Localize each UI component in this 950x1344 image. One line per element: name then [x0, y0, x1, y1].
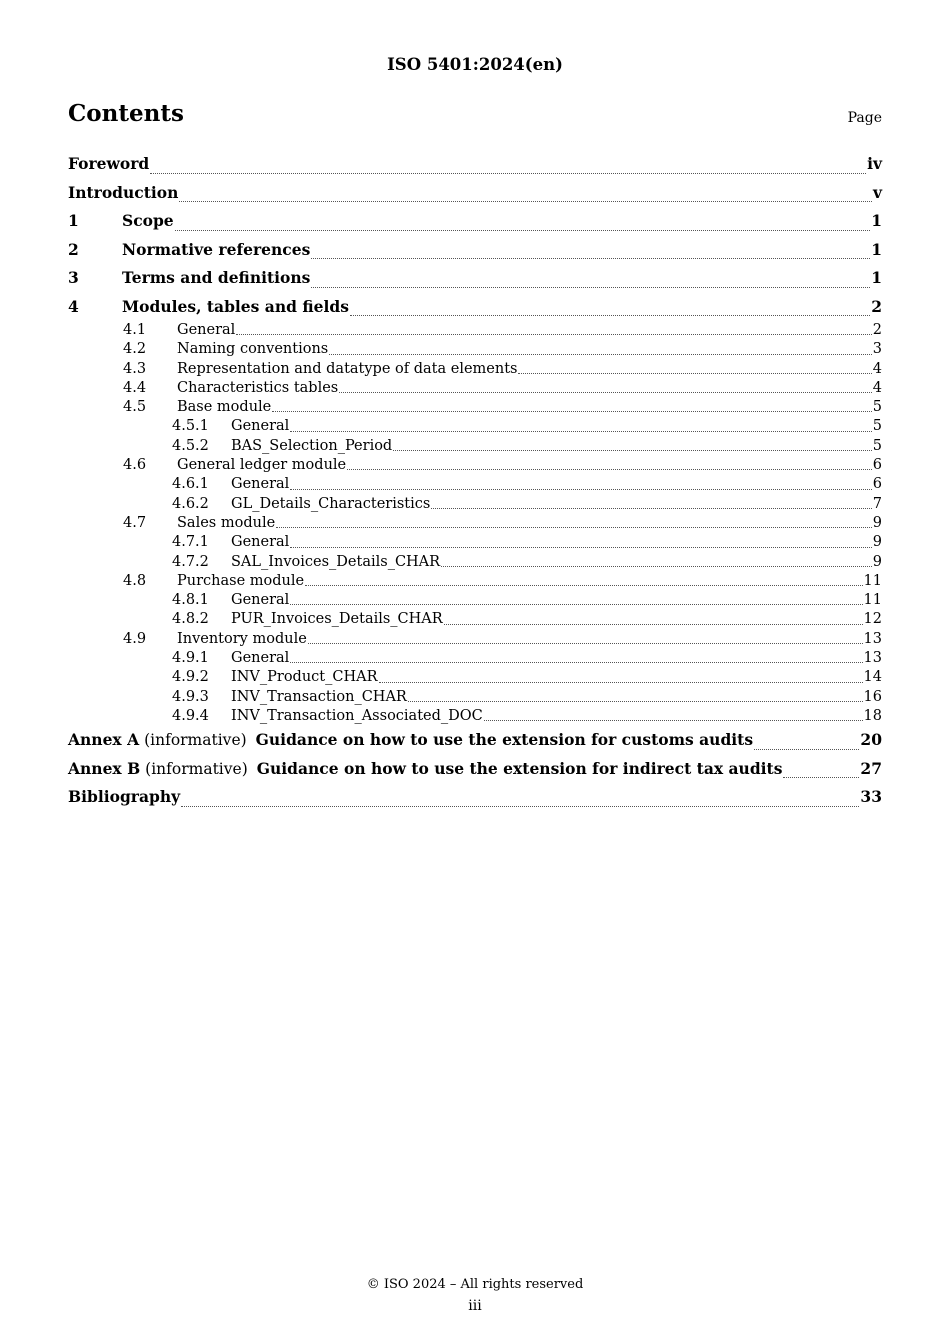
toc-entry[interactable] [68, 207, 882, 236]
dot-leader [408, 688, 863, 707]
toc-entry-title: Naming conventions [177, 341, 329, 358]
toc-entry-page: 18 [863, 707, 882, 724]
toc-entry-page: v [872, 182, 882, 202]
toc-entry[interactable] [68, 533, 882, 552]
toc-entry-page: 1 [871, 211, 882, 230]
toc-entry-number: 4.1 [123, 322, 147, 338]
toc-entry-number: 3 [68, 268, 79, 287]
toc-entry-page: 9 [872, 553, 882, 570]
dot-leader [431, 495, 871, 514]
toc-entry[interactable] [68, 591, 882, 610]
page-column-label: Page [847, 110, 882, 126]
copyright-footer: © ISO 2024 – All rights reserved [366, 1277, 584, 1292]
toc-entry-page: 3 [872, 341, 882, 358]
dot-leader [290, 533, 871, 552]
toc-entry-number: 4.6.1 [172, 476, 209, 493]
toc-entry-number: 4.9.2 [172, 669, 209, 686]
annex-page: 20 [860, 730, 882, 750]
toc-entry-page: 11 [863, 572, 882, 589]
dot-leader [276, 514, 872, 533]
toc-entry-number: 1 [68, 211, 79, 230]
dot-leader [236, 321, 871, 340]
annex-type: (informative) [145, 759, 248, 778]
bibliography-page: 33 [860, 787, 882, 807]
dot-leader [305, 572, 862, 591]
toc-entry[interactable] [68, 553, 882, 572]
toc-entry[interactable] [68, 236, 882, 265]
toc-entry-title: Foreword [68, 154, 150, 173]
dot-leader [179, 179, 872, 208]
toc-entry-title: Purchase module [177, 572, 305, 589]
toc-entry-title: Characteristics tables [177, 379, 339, 396]
toc-entry-title: Inventory module [177, 630, 307, 647]
dot-leader [272, 398, 872, 417]
dot-leader [350, 293, 870, 322]
toc-entry-title: INV_Transaction_Associated_DOC [231, 707, 483, 724]
toc-entry-page: 5 [872, 418, 882, 435]
toc-entry[interactable] [68, 572, 882, 591]
contents-title: Contents [68, 100, 184, 127]
toc-entry[interactable] [68, 417, 882, 436]
dot-leader [379, 668, 863, 687]
toc-entry-title: Normative references [122, 239, 311, 259]
dot-leader [290, 417, 871, 436]
toc-entry-title: SAL_Invoices_Details_CHAR [231, 553, 441, 570]
page-number: iii [468, 1298, 482, 1314]
dot-leader [329, 340, 872, 359]
dot-leader [311, 264, 870, 293]
toc-entry-number: 4.8.1 [172, 592, 209, 609]
toc-entry-title: General [177, 322, 236, 338]
toc-entry-number: 4.2 [123, 341, 147, 358]
toc-entry-title: Modules, tables and fields [122, 296, 349, 316]
toc-entry-title: Sales module [177, 514, 276, 531]
toc-entry[interactable] [68, 630, 882, 649]
annex-label: Annex A [68, 730, 140, 750]
toc-entry-page: 6 [872, 476, 882, 493]
toc-entry-number: 4.7.2 [172, 553, 209, 570]
toc-entry-title: Terms and definitions [122, 268, 311, 287]
toc-entry-page: 2 [872, 322, 882, 338]
toc-entry-page: iv [867, 154, 882, 173]
toc-entry[interactable] [68, 456, 882, 475]
toc-entry-page: 11 [863, 592, 882, 609]
toc-entry-page: 4 [872, 379, 882, 396]
toc-entry-page: 5 [872, 437, 882, 454]
toc-entry[interactable] [68, 340, 882, 359]
toc-entry-number: 4.8 [123, 572, 147, 589]
dot-leader [441, 553, 872, 572]
toc-entry[interactable] [68, 707, 882, 726]
toc-entry-title: INV_Transaction_CHAR [231, 688, 407, 705]
toc-entry-title: Introduction [68, 182, 179, 202]
dot-leader [290, 591, 862, 610]
dot-leader [311, 236, 870, 265]
toc-entry-number: 2 [68, 239, 79, 259]
annex-page: 27 [860, 758, 882, 778]
dot-leader [150, 150, 866, 179]
table-of-contents [68, 150, 882, 812]
toc-entry-page: 13 [863, 650, 882, 667]
toc-entry[interactable] [68, 668, 882, 687]
toc-entry-title: Base module [177, 399, 272, 416]
toc-entry[interactable] [68, 321, 882, 340]
toc-entry-page: 1 [871, 239, 882, 259]
toc-entry-page: 6 [872, 457, 882, 474]
toc-entry-number: 4.3 [123, 360, 147, 377]
toc-entry-page: 12 [863, 611, 882, 628]
toc-entry-page: 9 [872, 534, 882, 551]
toc-bibliography-entry[interactable] [68, 783, 882, 812]
toc-entry-title: General [231, 592, 290, 609]
toc-entry-number: 4.6 [123, 457, 147, 474]
toc-entry-number: 4.4 [123, 379, 147, 396]
toc-annex-entry[interactable] [68, 755, 882, 784]
toc-entry[interactable] [68, 475, 882, 494]
toc-entry-page: 13 [863, 630, 882, 647]
toc-entry[interactable] [68, 514, 882, 533]
toc-entry[interactable] [68, 360, 882, 379]
toc-entry-title: General [231, 418, 290, 435]
toc-annex-entry[interactable] [68, 726, 882, 755]
toc-entry[interactable] [68, 649, 882, 668]
toc-entry-title: Scope [122, 211, 174, 230]
annex-title: Guidance on how to use the extension for customs audits [255, 730, 754, 750]
toc-entry[interactable] [68, 610, 882, 629]
toc-entry[interactable] [68, 264, 882, 293]
toc-entry[interactable] [68, 437, 882, 456]
toc-entry-page: 2 [871, 296, 882, 316]
toc-entry-title: PUR_Invoices_Details_CHAR [231, 611, 443, 628]
toc-entry-title: General [231, 534, 290, 551]
toc-entry-title: General ledger module [177, 457, 347, 474]
toc-entry-number: 4.5.2 [172, 437, 209, 454]
toc-entry[interactable] [68, 293, 882, 322]
toc-entry-number: 4 [68, 296, 79, 316]
toc-entry-number: 4.8.2 [172, 611, 209, 628]
dot-leader [308, 630, 863, 649]
annex-type: (informative) [144, 731, 247, 750]
toc-entry-page: 4 [872, 360, 882, 377]
bibliography-title: Bibliography [68, 787, 181, 807]
toc-entry-title: INV_Product_CHAR [231, 669, 378, 686]
toc-entry[interactable] [68, 398, 882, 417]
toc-entry[interactable] [68, 150, 882, 179]
toc-entry-title: GL_Details_Characteristics [231, 495, 431, 512]
toc-entry-title: General [231, 476, 290, 493]
dot-leader [444, 610, 863, 629]
annex-title: Guidance on how to use the extension for indirect tax audits [256, 758, 783, 778]
toc-entry-page: 7 [872, 495, 882, 512]
dot-leader [347, 456, 872, 475]
toc-entry-number: 4.9.4 [172, 707, 209, 724]
toc-entry-number: 4.9.1 [172, 650, 209, 667]
toc-entry-title: General [231, 650, 290, 667]
toc-entry-page: 9 [872, 514, 882, 531]
toc-entry[interactable] [68, 379, 882, 398]
toc-entry-title: BAS_Selection_Period [231, 437, 393, 454]
toc-entry-number: 4.9.3 [172, 688, 209, 705]
toc-entry-number: 4.5 [123, 399, 147, 416]
toc-entry-number: 4.5.1 [172, 418, 209, 435]
dot-leader [518, 360, 871, 379]
toc-entry-page: 14 [863, 669, 882, 686]
toc-entry[interactable] [68, 688, 882, 707]
toc-entry-number: 4.7 [123, 514, 147, 531]
document-id: ISO 5401:2024(en) [387, 55, 563, 74]
dot-leader [290, 475, 871, 494]
toc-entry[interactable] [68, 495, 882, 514]
annex-label: Annex B [68, 758, 141, 778]
dot-leader [181, 783, 859, 812]
dot-leader [290, 649, 862, 668]
dot-leader [484, 707, 863, 726]
toc-entry-page: 1 [871, 268, 882, 287]
toc-entry[interactable] [68, 179, 882, 208]
toc-entry-page: 5 [872, 399, 882, 416]
dot-leader [754, 726, 859, 755]
toc-entry-page: 16 [863, 688, 882, 705]
toc-entry-number: 4.6.2 [172, 495, 209, 512]
dot-leader [783, 755, 859, 784]
dot-leader [339, 379, 872, 398]
toc-entry-number: 4.7.1 [172, 534, 209, 551]
toc-entry-number: 4.9 [123, 630, 147, 647]
dot-leader [175, 207, 871, 236]
dot-leader [393, 437, 872, 456]
toc-entry-title: Representation and datatype of data elements [177, 360, 518, 377]
